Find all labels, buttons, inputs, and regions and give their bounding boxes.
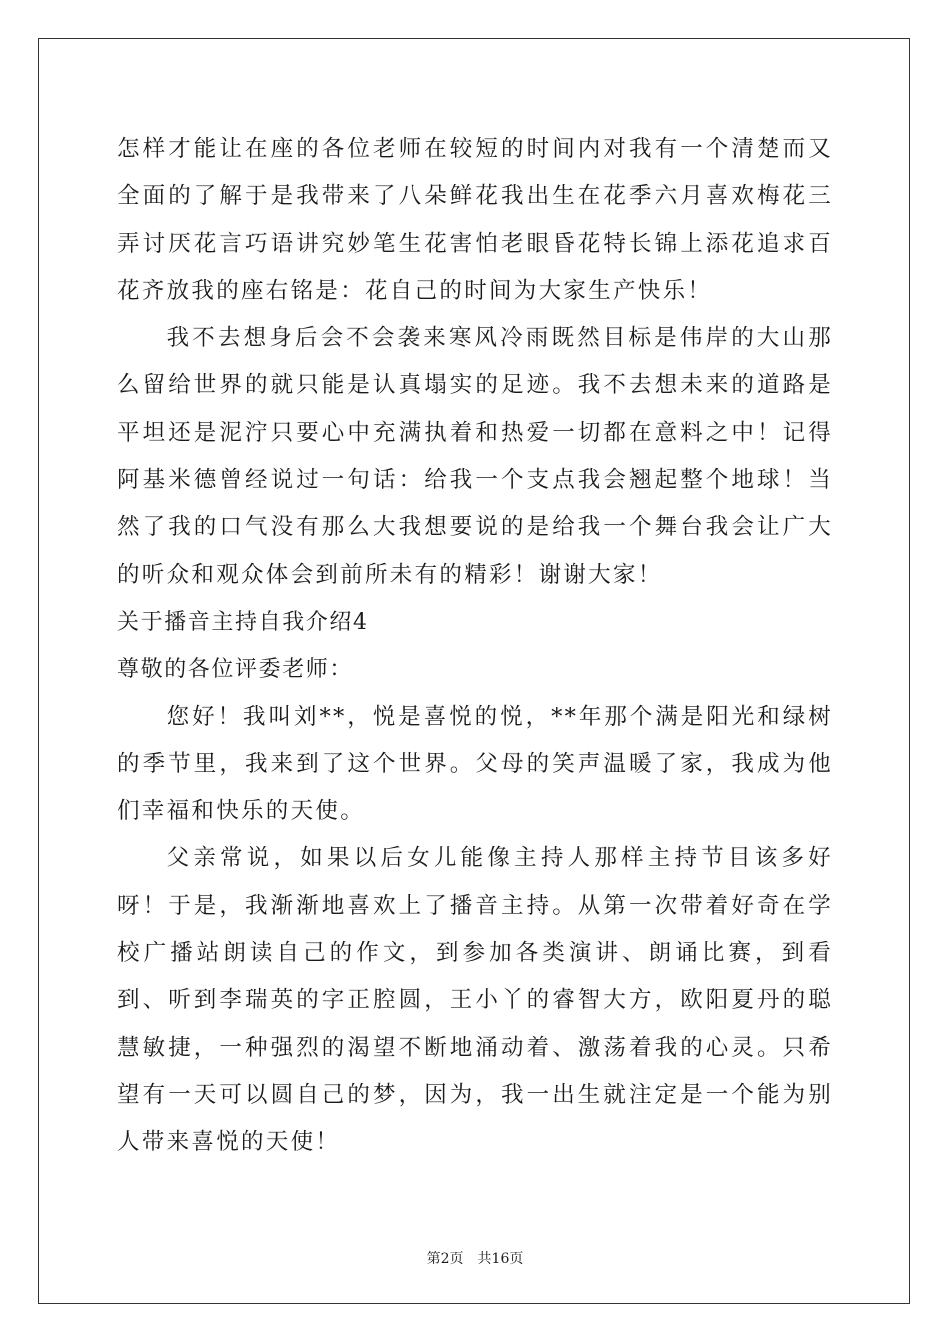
page-footer — [0, 1248, 950, 1268]
salutation: 尊敬的各位评委老师： — [117, 657, 354, 683]
paragraph: 我不去想身后会不会袭来寒风冷雨既然目标是伟岸的大山那么留给世界的就只能是认真塌实的足迹。我不去想未来的道路是平坦还是泥泞只要心中充满执着和热爱一切都在意料之中！记得阿基米德曾经说过一句话：给我一个支点我会翘起整个地球！当然了我的口气没有那么大我想要说的是给我一个舞台我会让广大的听众和观众体会到前所未有的精彩！谢谢大家！ — [117, 325, 833, 588]
document-body — [117, 126, 833, 1167]
paragraph: 您好！我叫刘**，悦是喜悦的悦，**年那个满是阳光和绿树的季节里，我来到了这个世界。父母的笑声温暖了家，我成为他们幸福和快乐的天使。 — [117, 703, 833, 825]
total-pages-label: 共16页 — [477, 1251, 524, 1267]
paragraph: 父亲常说，如果以后女儿能像主持人那样主持节目该多好呀！于是，我渐渐地喜欢上了播音主持。从第一次带着好奇在学校广播站朗读自己的作文，到参加各类演讲、朗诵比赛，到看到、听到李瑞英的字正腔圆，王小丫的睿智大方，欧阳夏丹的聪慧敏捷，一种强烈的渴望不断地涌动着、激荡着我的心灵。只希望有一天可以圆自己的梦，因为，我一出生就注定是一个能为别人带来喜悦的天使！ — [117, 845, 833, 1156]
paragraph-continued: 怎样才能让在座的各位老师在较短的时间内对我有一个清楚而又全面的了解于是我带来了八朵鲜花我出生在花季六月喜欢梅花三弄讨厌花言巧语讲究妙笔生花害怕老眼昏花特长锦上添花追求百花齐放我的座右铭是：花自己的时间为大家生产快乐！ — [117, 136, 833, 304]
section-title: 关于播音主持自我介绍4 — [117, 609, 369, 635]
current-page-label: 第2页 — [426, 1251, 464, 1267]
